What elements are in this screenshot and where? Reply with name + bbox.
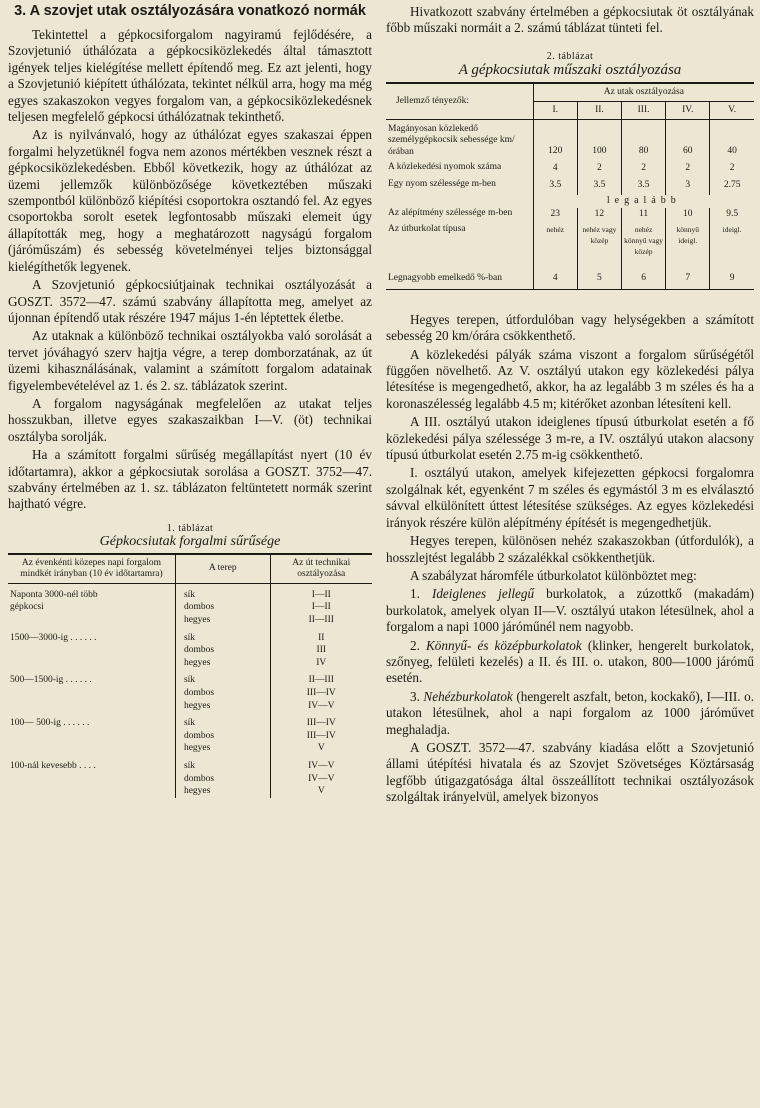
intro-paragraph: Hivatkozott szabvány értelmében a gépkocsiutak öt osztályának főbb műszaki normáit a 2. számú táblázat tünteti fel. bbox=[386, 4, 754, 36]
cell: 2 bbox=[710, 162, 754, 179]
cell: 10 bbox=[666, 208, 710, 225]
table2-class-header: II. bbox=[577, 101, 621, 119]
terrain-cell: sík bbox=[175, 583, 270, 601]
left-column bbox=[8, 0, 372, 798]
cell: 11 bbox=[622, 208, 666, 225]
cell: 6 bbox=[622, 261, 666, 289]
cell: 3.5 bbox=[533, 179, 577, 196]
cell: 3.5 bbox=[622, 179, 666, 196]
table2-class-header: IV. bbox=[666, 101, 710, 119]
table1-header-traffic: Az évenkénti közepes napi forgalom mindkét irányban (10 év időtartamra) bbox=[20, 557, 163, 579]
list-item: 1. Ideiglenes jellegű burkolatok, a zúzottkő (makadám) burkolatok, amelyek olyan II—V. osztályú utakon létesülnek, ahol a forgalom a napi 1000 járóműnél nem nagyobb. bbox=[386, 586, 754, 635]
cell: 4 bbox=[533, 162, 577, 179]
legalabb-label: legalább bbox=[533, 195, 754, 208]
table-row bbox=[8, 742, 372, 755]
traffic-range-label: Naponta 3000-nél több bbox=[10, 589, 98, 600]
table2-caption-title: A gépkocsiutak műszaki osztályozása bbox=[458, 61, 682, 78]
cell: 5 bbox=[577, 261, 621, 289]
row-label: Egy nyom szélessége m-ben bbox=[388, 178, 496, 189]
cell: 3 bbox=[666, 179, 710, 196]
paragraph: Tekintettel a gépkocsiforgalom nagyiramú fejlődésére, a Szovjetunió úthálózata a gépkocsiközlekedés által támasztott igények teljes kielégítése mellett építendő meg. Ez azt jelenti, hogy a Szovjetunió kiépített úthálózata, tekintet nélkül arra, hogy ma még egyes szakaszokon vegyes forgalom van, a gépkocsiközlekedésnek teljesen megfelelő gépkocsi úthálózatnak tekinthető. bbox=[8, 27, 372, 125]
paragraph: A Szovjetunió gépkocsiútjainak technikai osztályozását a GOSZT. 3572—47. számú szabvány állapította meg, amelyet az újonnan építendő utak részére 1947 május 1-én léptettek életbe. bbox=[8, 277, 372, 325]
traffic-range-label: 1500—3000-ig . . . . . . bbox=[10, 632, 97, 643]
class-cell: III—IV bbox=[270, 687, 372, 700]
cell: 80 bbox=[622, 119, 666, 162]
cell: 120 bbox=[533, 119, 577, 162]
class-cell: IV—V bbox=[270, 755, 372, 773]
table2-technical-classification bbox=[386, 82, 754, 290]
terrain-cell: sík bbox=[175, 712, 270, 730]
terrain-cell: sík bbox=[175, 669, 270, 687]
cell: 3.5 bbox=[577, 179, 621, 196]
class-cell: IV bbox=[270, 657, 372, 670]
cell: 9.5 bbox=[710, 208, 754, 225]
class-cell: III bbox=[270, 644, 372, 657]
table-row bbox=[8, 644, 372, 657]
terrain-cell: hegyes bbox=[175, 614, 270, 627]
terrain-cell: sík bbox=[175, 627, 270, 645]
class-cell: II—III bbox=[270, 669, 372, 687]
cell: 23 bbox=[533, 208, 577, 225]
cell: 2 bbox=[577, 162, 621, 179]
table1-traffic-density bbox=[8, 553, 372, 798]
class-cell: I—II bbox=[270, 601, 372, 614]
table2-class-header: V. bbox=[710, 101, 754, 119]
traffic-range-label: 100— 500-ig . . . . . . bbox=[10, 718, 90, 729]
table2-header-factors: Jellemző tényezők: bbox=[386, 83, 533, 120]
class-cell: IV—V bbox=[270, 773, 372, 786]
table-row bbox=[386, 179, 754, 196]
paragraph: Az utaknak a különböző technikai osztályokba való sorolását a tervet jóváhagyó szerv hajtja végre, a terep domborzatának, az út üzemi kihasználásának, valamint a számított forgalom adatainak figyelembevételével az 1. és 2. sz. táblázatok szerint. bbox=[8, 328, 372, 393]
table-row bbox=[8, 669, 372, 687]
class-cell: IV—V bbox=[270, 700, 372, 713]
table-row bbox=[8, 700, 372, 713]
terrain-cell: hegyes bbox=[175, 657, 270, 670]
row-label: Magányosan közlekedő személygépkocsik sebessége km/órában bbox=[388, 123, 515, 157]
table-row bbox=[386, 261, 754, 289]
table-row bbox=[386, 224, 754, 261]
cell: 100 bbox=[577, 119, 621, 162]
cell: nehéz bbox=[533, 224, 577, 261]
cell: 2 bbox=[666, 162, 710, 179]
cell: ideigl. bbox=[710, 224, 754, 261]
table-row bbox=[8, 730, 372, 743]
left-paragraphs bbox=[8, 27, 372, 513]
list-term: Nehézburkolatok bbox=[423, 688, 513, 704]
terrain-cell: dombos bbox=[175, 773, 270, 786]
cell: nehéz könnyű vagy közép bbox=[622, 224, 666, 261]
terrain-cell: dombos bbox=[175, 601, 270, 614]
class-cell: III—IV bbox=[270, 712, 372, 730]
table1-header-class: Az út technikai osztályozása bbox=[270, 554, 372, 584]
traffic-range-label: 500—1500-ig . . . . . . bbox=[10, 675, 92, 686]
terrain-cell: dombos bbox=[175, 730, 270, 743]
table1-caption-title: Gépkocsiutak forgalmi sűrűsége bbox=[99, 533, 281, 549]
paragraph: A szabályzat háromféle útburkolatot különböztet meg: bbox=[410, 567, 697, 583]
cell: nehéz vagy közép bbox=[577, 224, 621, 261]
table-row bbox=[8, 687, 372, 700]
class-cell: III—IV bbox=[270, 730, 372, 743]
paragraph: Hegyes terepen, útfordulóban vagy helységekben a számított sebesség 20 km/órára csökkenthető. bbox=[386, 311, 754, 344]
cell: 9 bbox=[710, 261, 754, 289]
paragraph: I. osztályú utakon, amelyek kifejezetten gépkocsi forgalomra szolgálnak két, egyenként 7 m széles és egymástól 3 m es elválasztó sávval elkülönített úttest létesítése szükséges. Az egyes közlekedési irányok részére külön alépítmény építését is megengedhetjük. bbox=[386, 465, 754, 530]
table-row bbox=[8, 773, 372, 786]
row-label: A közlekedési nyomok száma bbox=[388, 162, 502, 173]
cell: 2.75 bbox=[710, 179, 754, 196]
right-column bbox=[386, 0, 754, 806]
row-label: Az alépítmény szélessége m-ben bbox=[388, 207, 513, 218]
table-row-legalabb bbox=[386, 195, 754, 208]
traffic-range-label: 100-nál kevesebb . . . . bbox=[10, 760, 96, 771]
table2-body bbox=[386, 119, 754, 289]
table-row bbox=[8, 583, 372, 601]
terrain-cell: hegyes bbox=[175, 742, 270, 755]
table-row bbox=[8, 614, 372, 627]
table2-class-header: I. bbox=[533, 101, 577, 119]
terrain-cell: hegyes bbox=[175, 785, 270, 798]
cell: 60 bbox=[666, 119, 710, 162]
terrain-cell: dombos bbox=[175, 687, 270, 700]
class-cell: I—II bbox=[270, 583, 372, 601]
paragraph: Hegyes terepen, különösen nehéz szakaszokban (útfordulók), a hosszlejtést legalább 2 százalékkal csökkenthetjük. bbox=[386, 533, 754, 565]
paragraph: Az is nyilvánvaló, hogy az úthálózat egyes szakaszai éppen forgalmi helyzetüknél fogva nem azonos mértékben vesznek részt a gépkocsiközlekedésben. Ebből következik, hogy az úthálózat az üzemi jellemzők különbözősége következtében műszaki szempontból különböző kiépítési csoportokra osztandó fel. Az egyes csoportokba sorolt esetek legfontosabb műszaki elemeit úgy állapították meg, hogy a meghatározott nagyságú forgalom (járóműszám) és sebesség követelményei teljes biztonsággal kielégíthetők legyenek. bbox=[8, 127, 372, 274]
table-row bbox=[8, 601, 372, 614]
right-paragraphs bbox=[386, 312, 754, 806]
cell: könnyű ideigl. bbox=[666, 224, 710, 261]
row-label: Az útburkolat típusa bbox=[388, 224, 466, 235]
list-item: 2. Könnyű- és középburkolatok (klinker, hengerelt burkolatok, szőnyeg, felületi kezelés) a II. és III. o. utakon, 800—1000 járómű esetén. bbox=[386, 637, 755, 686]
paragraph: A forgalom nagyságának megfelelően az utakat teljes hosszukban, illetve egyes szakaszaikban I—V. (öt) technikai osztályba sorolják. bbox=[8, 395, 372, 444]
table-row bbox=[386, 119, 754, 162]
class-cell: II bbox=[270, 627, 372, 645]
table1-caption-number: 1. táblázat bbox=[166, 522, 214, 534]
table-row bbox=[8, 755, 372, 773]
table2-caption-number: 2. táblázat bbox=[546, 50, 594, 62]
class-cell: V bbox=[270, 742, 372, 755]
terrain-cell: sík bbox=[175, 755, 270, 773]
terrain-cell: hegyes bbox=[175, 700, 270, 713]
list-item: 3. Nehézburkolatok (hengerelt aszfalt, beton, kockakő), I—III. o. utakon létesülnek, ahol a napi forgalom az 1000 járóművet meghaladja. bbox=[386, 688, 755, 737]
cell: 40 bbox=[710, 119, 754, 162]
traffic-range-label-cont: gépkocsi bbox=[10, 602, 44, 613]
table-row bbox=[8, 712, 372, 730]
cell: 2 bbox=[622, 162, 666, 179]
list-term: Ideiglenes jellegű bbox=[431, 586, 535, 602]
terrain-cell: dombos bbox=[175, 644, 270, 657]
paragraph: A III. osztályú utakon ideiglenes típusú útburkolat esetén a fő közlekedési pálya szélessége 3 m-re, a IV. osztályú utakon alacsony típusú útburkolat esetén 2.75 m-ig csökkenthető. bbox=[386, 414, 754, 463]
table-row bbox=[8, 785, 372, 798]
table1-body bbox=[8, 583, 372, 797]
cell: 7 bbox=[666, 261, 710, 289]
table2-class-header: III. bbox=[622, 101, 666, 119]
class-cell: II—III bbox=[270, 614, 372, 627]
table-row bbox=[8, 657, 372, 670]
cell: 12 bbox=[577, 208, 621, 225]
table-row bbox=[386, 208, 754, 225]
table2-header-group: Az utak osztályozása bbox=[533, 83, 754, 102]
list-term: Könnyű- és középburkolatok bbox=[425, 637, 582, 653]
table-row bbox=[8, 627, 372, 645]
paragraph: A közlekedési pályák száma viszont a forgalom sűrűségétől függően növelhető. Az V. osztályú utakon egy közlekedési pálya létesítése is megengedhető, akkor, ha az legalább 3 m széles és ha a koronaszélesség legalább 4.5 m; kitérőket azonban létesíteni kell. bbox=[386, 346, 754, 411]
row-label: Legnagyobb emelkedő %-ban bbox=[388, 273, 502, 284]
class-cell: V bbox=[270, 785, 372, 798]
cell: 4 bbox=[533, 261, 577, 289]
table-row bbox=[386, 162, 754, 179]
paragraph: Ha a számított forgalmi sűrűség megállapítást nyert (10 év időtartamra), akkor a gépkocsiutak sorolása a GOSZT. 3752—47. szabvány értelmében az 1. sz. táblázaton feltüntetett normák szerint hajtható végre. bbox=[8, 447, 372, 512]
table1-header-terrain: A terep bbox=[175, 554, 270, 584]
section-title: 3. A szovjet utak osztályozására vonatkozó normák bbox=[14, 3, 366, 19]
paragraph-final: A GOSZT. 3572—47. szabvány kiadása előtt a Szovjetunió állami útépítési hivatala és az Szovjet Szövetséges Köztársaság legfőbb útigazgatósága által összeállított technikai osztályozások szolgáltak irányelvül, amelyek bizonyos bbox=[386, 739, 754, 805]
